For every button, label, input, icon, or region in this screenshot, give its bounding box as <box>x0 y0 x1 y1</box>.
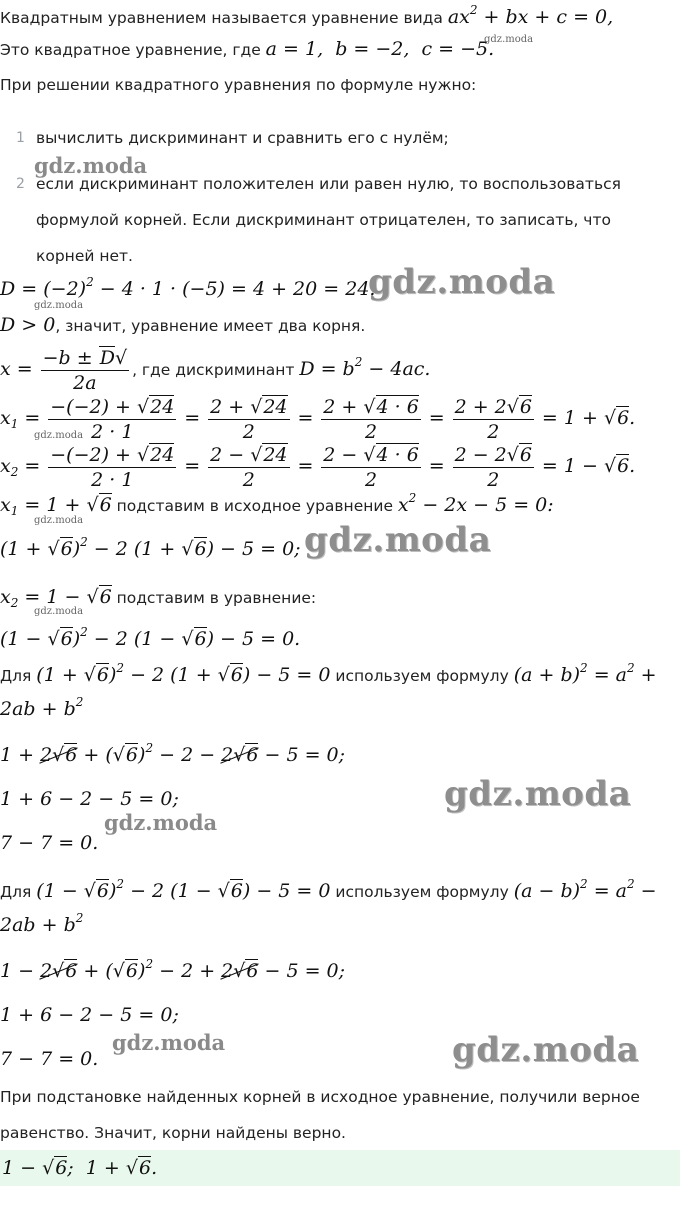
conclusion-line-1: При подстановке найденных корней в исходное уравнение, получили верное <box>0 1088 640 1106</box>
check-x1-expression: $(1 + √6)^2 - 2$ (1 + √6) − 5 = 0; <box>0 535 301 560</box>
discriminant-formula: $D = b^2 - 4ac$. <box>299 355 431 380</box>
coefficients-formula: a = 1, b = −2, c = −5. <box>265 38 495 60</box>
expand-2-step-a: $1 - 2√6 + (√6)^2 - 2 + 2√6 - 5 = 0$; <box>0 957 346 982</box>
watermark-large: gdz.moda <box>444 774 632 814</box>
expand-1-line-1: Для $(1 + √6)^2 - 2$ (1 + √6) − 5 = 0 используем формулу $(a + b)^2 = a^2$ + <box>0 661 657 686</box>
watermark-mid: gdz.moda <box>112 1030 226 1055</box>
watermark-mid: gdz.moda <box>104 810 218 835</box>
watermark-mid: gdz.moda <box>34 153 148 178</box>
check-x1-intro: $x_1 = 1 + √6$ подставим в исходное уравнение $x^2 - 2x - 5 = 0$: <box>0 491 554 518</box>
expand-2-step-b: 1 + 6 − 2 − 5 = 0; <box>0 1004 179 1026</box>
fraction: $\frac{2 + √4 \cdot 6}{2}$ <box>323 396 419 443</box>
expand-1-step-b: 1 + 6 − 2 − 5 = 0; <box>0 788 179 810</box>
discriminant-calc: $D = (-2)^2 - 4 \cdot 1 \cdot (-5) = 4 + 20 = 24$. <box>0 275 376 300</box>
fraction: $\frac{2 + 2√6}{2}$ <box>454 396 532 443</box>
fraction: $\frac{2 - √4 \cdot 6}{2}$ <box>323 444 419 491</box>
expand-1-line-2: $2ab + b^2$ <box>0 695 84 720</box>
fraction: $\frac{-(-2) + √24}{2 \cdot 1}$ <box>50 444 175 491</box>
watermark-small: gdz.moda <box>484 34 534 45</box>
fraction: $\frac{2 - √24}{2}$ <box>210 444 288 491</box>
watermark-large: gdz.moda <box>304 520 492 560</box>
fraction: $\frac{2 - 2√6}{2}$ <box>454 444 532 491</box>
check-x2-intro: $x_2 = 1 - √6$ подставим в уравнение: <box>0 586 317 610</box>
check-x2-expression: $(1 - √6)^2 - 2$ (1 − √6) − 5 = 0. <box>0 625 301 650</box>
answer-text: 1 − √6; 1 + √6. <box>2 1157 158 1179</box>
method-intro: При решении квадратного уравнения по формуле нужно: <box>0 76 477 94</box>
conclusion-line-2: равенство. Значит, корни найдены верно. <box>0 1124 346 1142</box>
watermark-large: gdz.moda <box>368 262 556 302</box>
fraction: $\frac{-(-2) + √24}{2 \cdot 1}$ <box>50 396 175 443</box>
discriminant-conclusion: D > 0, значит, уравнение имеет два корня. <box>0 314 366 336</box>
expand-1-step-a: $1 + 2√6 + (√6)^2 - 2 - 2√6 - 5 = 0$; <box>0 741 346 766</box>
watermark-small: gdz.moda <box>34 430 84 441</box>
root-formula-fraction: $\frac{-b \pm D√}{2a}$ <box>42 347 128 394</box>
x2-derivation: $x_2$ = $\frac{-(-2) + √24}{2 \cdot 1}$ = $\frac{2 - √24}{2}$ = $\frac{2 - √4 \cdot 6}{2}$ = $\frac{2 - 2√6}{2}$ = 1 − √6. <box>0 444 636 491</box>
watermark-small: gdz.moda <box>34 515 84 526</box>
answer-box <box>0 1150 680 1186</box>
expand-2-step-c: 7 − 7 = 0. <box>0 1048 99 1070</box>
expand-1-step-c: 7 − 7 = 0. <box>0 832 99 854</box>
intro-line-1: Квадратным уравнением называется уравнение вида $ax^2$ + bx + c = 0, <box>0 3 614 28</box>
step-text: вычислить дискриминант и сравнить его с нулём; <box>36 129 449 147</box>
expand-2-line-1: Для $(1 - √6)^2 - 2$ (1 − √6) − 5 = 0 используем формулу $(a - b)^2 = a^2$ − <box>0 877 657 902</box>
step-text: если дискриминант положителен или равен нулю, то воспользоваться формулой корней. Если дискриминант отрицателен, то записать, что корней нет. <box>36 175 621 265</box>
watermark-small: gdz.moda <box>34 606 84 617</box>
watermark-small: gdz.moda <box>34 300 84 311</box>
x1-derivation: $x_1$ = $\frac{-(-2) + √24}{2 \cdot 1}$ = $\frac{2 + √24}{2}$ = $\frac{2 + √4 \cdot 6}{2}$ = $\frac{2 + 2√6}{2}$ = 1 + √6. <box>0 396 636 443</box>
root-formula: x = $\frac{-b \pm D√}{2a}$ , где дискриминант $D = b^2 - 4ac$. <box>0 347 431 394</box>
general-form-formula: $ax^2$ + bx + c = 0, <box>447 3 614 28</box>
fraction: $\frac{2 + √24}{2}$ <box>210 396 288 443</box>
watermark-large: gdz.moda <box>452 1030 640 1070</box>
step-number: 1 <box>16 130 25 146</box>
step-number: 2 <box>16 176 25 192</box>
expand-2-line-2: $2ab + b^2$ <box>0 911 84 936</box>
intro-line-2: Это квадратное уравнение, где a = 1, b = −2, c = −5. <box>0 38 495 60</box>
